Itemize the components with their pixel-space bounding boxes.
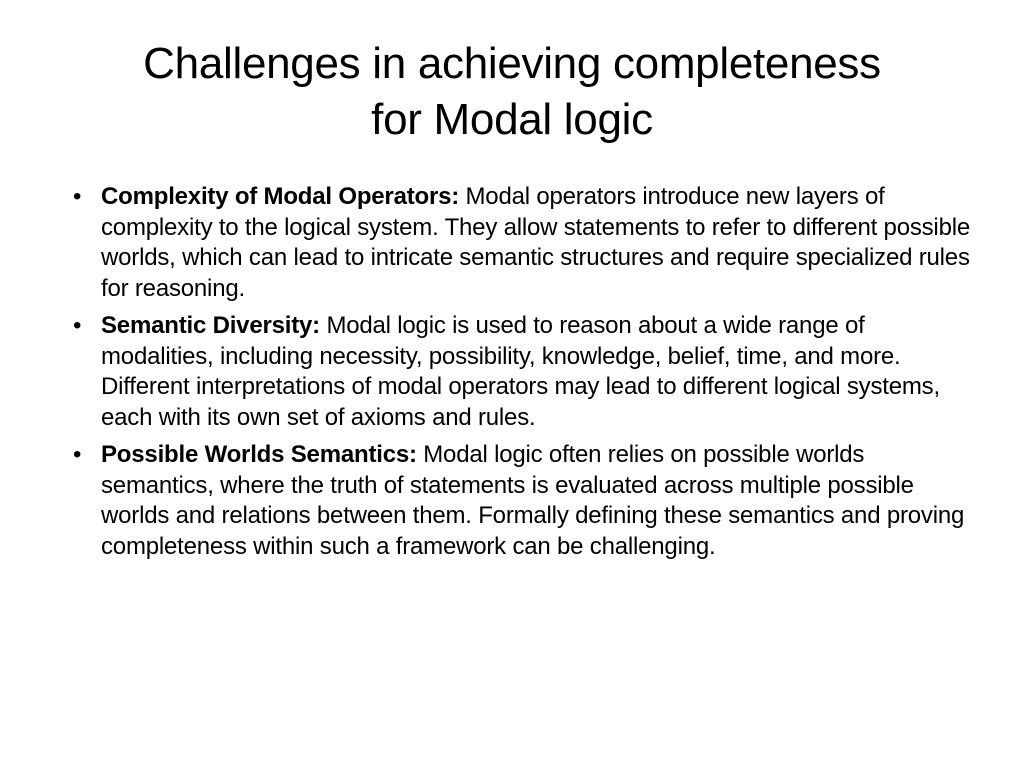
bullet-text: Modal logic often relies on possible worlds semantics, where the truth of statements is evaluated across multiple possible worlds and relations between them. Formally defining these semantics and proving completeness within such a framework can be challenging. <box>101 441 965 560</box>
bullet-list <box>70 182 970 569</box>
bullet-dot-icon: • <box>73 183 82 210</box>
bullet-item-possible-worlds <box>70 440 970 562</box>
slide-title <box>60 36 964 148</box>
title-line-2: for Modal logic <box>371 95 653 144</box>
bullet-text: Modal logic is used to reason about a wide range of modalities, including necessity, possibility, knowledge, belief, time, and more. Different interpretations of modal operators may lead to different logical systems, each with its own set of axioms and rules. <box>101 312 940 431</box>
title-line-1: Challenges in achieving completeness <box>143 39 881 88</box>
bullet-heading: Semantic Diversity: <box>101 312 320 339</box>
bullet-heading: Possible Worlds Semantics: <box>101 441 417 468</box>
bullet-text: Modal operators introduce new layers of complexity to the logical system. They allow statements to refer to different possible worlds, which can lead to intricate semantic structures and require specialized rules for reasoning. <box>101 183 970 302</box>
bullet-dot-icon: • <box>73 441 82 468</box>
bullet-item-semantic-diversity <box>70 311 970 433</box>
bullet-item-complexity <box>70 182 970 304</box>
bullet-heading: Complexity of Modal Operators: <box>101 183 460 210</box>
bullet-dot-icon: • <box>73 312 82 339</box>
